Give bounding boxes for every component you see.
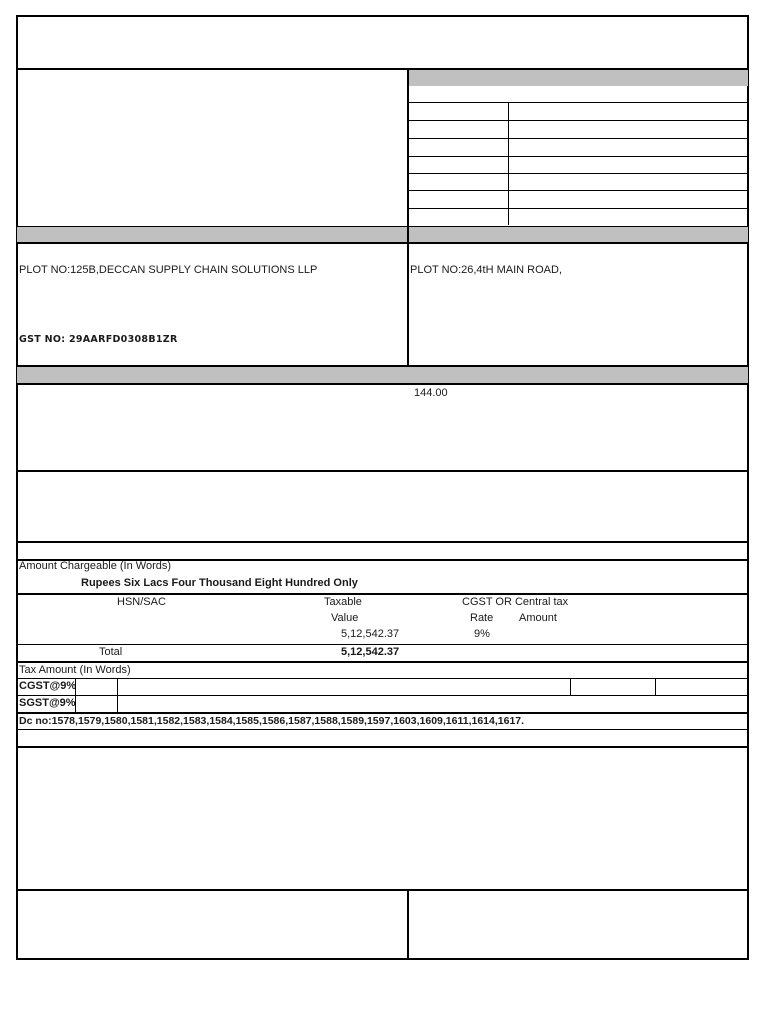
invoice-info-header-bar: [408, 70, 748, 86]
info-row-line: [408, 138, 748, 139]
items-divider: [17, 470, 748, 472]
footer-column-divider: [407, 890, 409, 959]
tax-cell-divider: [655, 678, 656, 695]
address-header-line: [17, 242, 748, 244]
info-row-line: [408, 102, 748, 103]
tax-words-label: Tax Amount (In Words): [19, 664, 131, 676]
taxable-header-line2: Value: [331, 612, 359, 624]
rate-header: Rate: [470, 612, 494, 624]
cgst-rate: 9%: [474, 628, 490, 640]
taxable-value: 5,12,542.37: [341, 628, 400, 640]
total-label: Total: [99, 646, 123, 658]
amount-words-value: Rupees Six Lacs Four Thousand Eight Hundred Only: [81, 577, 358, 589]
hsn-sac-header: HSN/SAC: [117, 596, 166, 608]
cgst-row-top: [17, 678, 748, 679]
info-row-line: [408, 190, 748, 191]
seller-address: PLOT NO:125B,DECCAN SUPPLY CHAIN SOLUTIONS LLP: [19, 264, 318, 276]
declaration-top-line: [17, 746, 748, 748]
info-row-line: [408, 120, 748, 121]
taxable-header-line1: Taxable: [324, 596, 362, 608]
footer-top-line: [17, 889, 748, 891]
sgst-row-top: [17, 695, 748, 696]
tax-cell-divider: [117, 678, 118, 712]
amount-words-label: Amount Chargeable (In Words): [19, 560, 172, 572]
tax-cell-divider: [75, 678, 76, 712]
cgst-row-label: CGST@9%: [19, 680, 77, 692]
seller-gst-number: GST NO: 29AARFD0308B1ZR: [19, 334, 178, 345]
items-bottom-line: [17, 541, 748, 543]
dc-row-bottom: [17, 729, 748, 730]
sgst-row-label: SGST@9%: [19, 697, 76, 709]
info-column-divider: [508, 103, 509, 225]
column-divider-top: [407, 70, 409, 228]
info-row-line: [408, 208, 748, 209]
address-column-divider: [407, 227, 409, 365]
cgst-header: CGST OR Central tax: [462, 596, 569, 608]
consignee-address: PLOT NO:26,4tH MAIN ROAD,: [410, 264, 563, 276]
address-header-bar: [17, 227, 748, 242]
items-header-line: [17, 383, 748, 385]
item-quantity: 144.00: [414, 387, 448, 399]
tax-amount-header: Amount: [519, 612, 557, 624]
tax-cell-divider: [570, 678, 571, 695]
info-row-line: [408, 156, 748, 157]
total-value: 5,12,542.37: [341, 646, 400, 658]
info-row-line: [408, 173, 748, 174]
items-header-bar: [17, 367, 748, 383]
dc-numbers: Dc no:1578,1579,1580,1581,1582,1583,1584,1585,1586,1587,1588,1589,1597,1603,1609,1611,1614,1617.: [19, 715, 525, 727]
